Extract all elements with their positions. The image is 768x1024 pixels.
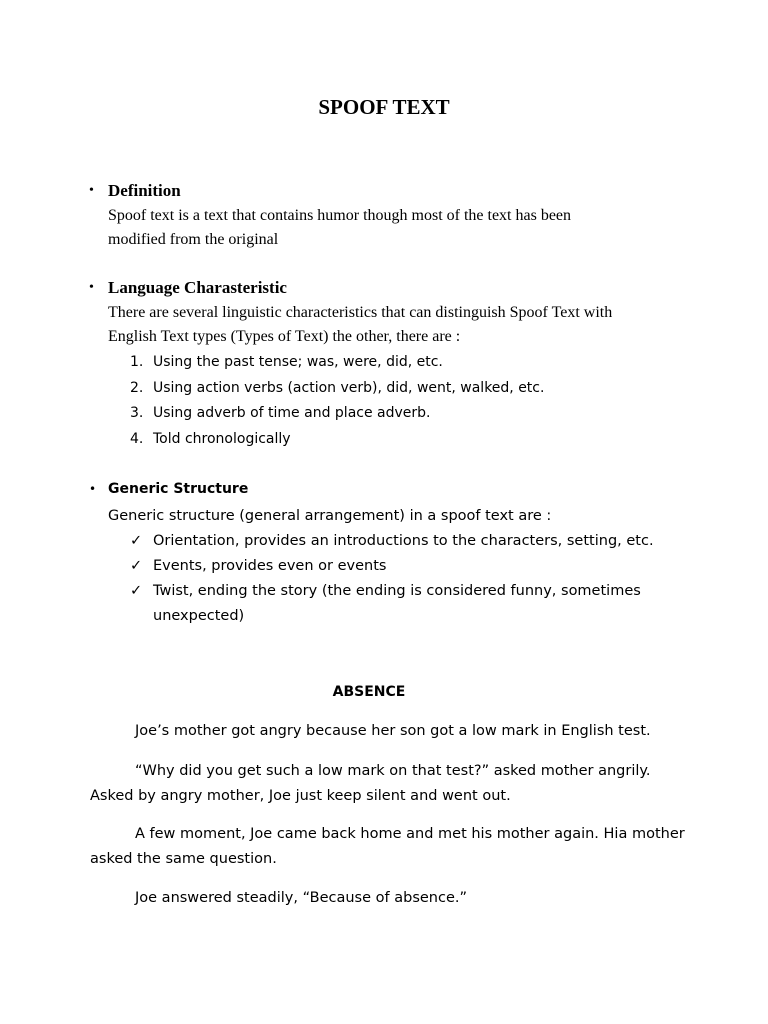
list-item-number: 1.	[130, 354, 144, 370]
language-line-1: There are several linguistic characteristics that can distinguish Spoof Text with	[108, 304, 613, 321]
story-paragraph-1: Joe’s mother got angry because her son got a low mark in English test.	[135, 723, 651, 739]
check-item-continuation: unexpected)	[153, 608, 245, 624]
story-title: ABSENCE	[332, 684, 406, 700]
section-heading-definition: Definition	[108, 181, 181, 200]
story-paragraph-2-line-1: “Why did you get such a low mark on that test?” asked mother angrily.	[135, 763, 651, 779]
list-item: Using the past tense; was, were, did, etc.	[153, 354, 443, 370]
story-paragraph-2-line-2: Asked by angry mother, Joe just keep silent and went out.	[90, 788, 511, 804]
check-item: Orientation, provides an introductions to the characters, setting, etc.	[153, 533, 654, 549]
bullet-dot: •	[89, 280, 94, 295]
section-heading-language: Language Charasteristic	[108, 278, 287, 297]
story-paragraph-3-line-1: A few moment, Joe came back home and met his mother again. Hia mother	[135, 826, 685, 842]
list-item: Using adverb of time and place adverb.	[153, 405, 431, 421]
story-paragraph-4: Joe answered steadily, “Because of absence.”	[135, 890, 467, 906]
check-item: Events, provides even or events	[153, 558, 387, 574]
check-item: Twist, ending the story (the ending is considered funny, sometimes	[153, 583, 641, 599]
list-item-number: 2.	[130, 380, 144, 396]
bullet-dot: •	[89, 482, 97, 496]
page-title: SPOOF TEXT	[318, 95, 450, 119]
list-item: Using action verbs (action verb), did, went, walked, etc.	[153, 380, 545, 396]
list-item: Told chronologically	[153, 431, 291, 447]
generic-structure-intro: Generic structure (general arrangement) in a spoof text are :	[108, 508, 552, 524]
list-item-number: 4.	[130, 431, 144, 447]
definition-line-2: modified from the original	[108, 231, 279, 248]
definition-line-1: Spoof text is a text that contains humor though most of the text has been	[108, 207, 572, 224]
bullet-dot: •	[89, 183, 94, 198]
language-line-2: English Text types (Types of Text) the other, there are :	[108, 328, 461, 345]
section-heading-generic-structure: Generic Structure	[108, 481, 249, 497]
check-mark-icon: ✓	[130, 558, 143, 574]
story-paragraph-3-line-2: asked the same question.	[90, 851, 277, 867]
check-mark-icon: ✓	[130, 533, 143, 549]
check-mark-icon: ✓	[130, 583, 143, 599]
list-item-number: 3.	[130, 405, 144, 421]
